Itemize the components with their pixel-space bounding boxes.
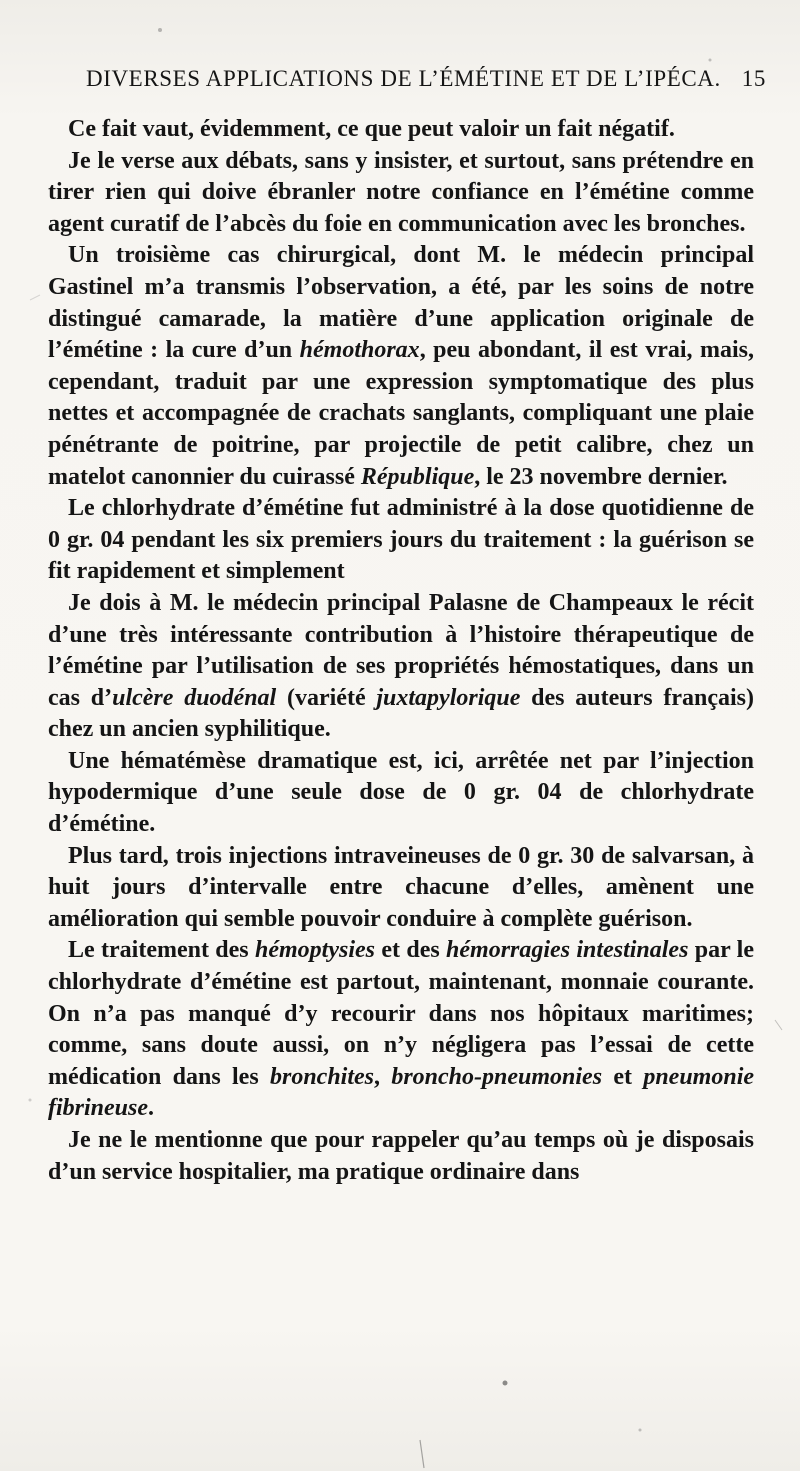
italic-term: hémothorax [299,337,420,364]
italic-term: hémorragies intestinales [446,937,689,964]
paragraph [48,935,754,1125]
paragraph [48,146,754,241]
paragraph-text: Une hématémèse dramatique est, ici, arrêtée net par l’injection hypodermique d’une seule dose de 0 gr. 04 de chlorhydrate d’émétine. [48,747,754,838]
paragraph-text: des auteurs français) chez un ancien syphilitique. [48,684,755,743]
paragraph [48,114,754,146]
paragraph [48,1125,754,1188]
paragraph-text: . [148,1095,155,1122]
italic-term: broncho-pneumonies [391,1063,603,1090]
paragraph [48,841,754,936]
paragraph-text: Le chlorhydrate d’émétine fut administré à la dose quotidienne de 0 gr. 04 pendant les six premiers jours du traitement : la guérison se fit rapidement et simplement [48,495,754,585]
italic-term: pneumonie fibrineuse [48,1063,755,1122]
italic-term: juxtapylorique [376,684,521,711]
paragraph-text: et [602,1063,644,1090]
paragraph-text: Je ne le mentionne que pour rappeler qu’au temps où je disposais d’un service hospitalier, ma pratique ordinaire dans [48,1127,754,1185]
italic-term: bronchites [269,1063,374,1090]
page-number: 15 [741,66,766,91]
paragraph-text: , [374,1063,392,1090]
paragraph-text: Le traitement des [68,937,255,964]
paragraph-text: Plus tard, trois injections intraveineuses de 0 gr. 30 de salvarsan, à huit jours d’intervalle entre chacune d’elles, amènent une amélioration qui semble pouvoir conduire à complète guérison. [48,842,754,932]
running-title: DIVERSES APPLICATIONS DE L’ÉMÉTINE ET DE L’IPÉCA. [86,66,721,91]
paragraph-text: Ce fait vaut, évidemment, ce que peut valoir un fait négatif. [68,116,675,142]
italic-term: hémoptysies [255,937,375,964]
paragraph [48,746,754,841]
paragraph [48,493,754,588]
paragraph-text: Je le verse aux débats, sans y insister, et surtout, sans prétendre en tirer rien qui doive ébranler notre confiance en l’émétine comme agent curatif de l’abcès du foie en communication avec les bronches. [48,147,754,237]
italic-term: République [360,463,475,490]
paragraph-text: , peu abondant, il est vrai, mais, cependant, traduit par une expression symptomatique des plus nettes et accompagnée de crachats sanglants, compliquant une plaie pénétrante de poitrine, par projectile de petit calibre, chez un matelot canonnier du cuirassé [48,337,755,490]
paragraph-text: et des [375,937,447,964]
page-body [48,114,754,1188]
running-header [86,66,776,106]
paragraph-text: par le chlorhydrate d’émétine est partout, maintenant, monnaie courante. On n’a pas manqué d’y recourir dans nos hôpitaux maritimes; comme, sans doute aussi, on n’y négligera pas l’essai de cette médication dans les [48,937,755,1090]
paragraph-text: Un troisième cas chirurgical, dont M. le médecin principal Gastinel m’a transmis l’observation, a été, par les soins de notre distingué camarade, la matière d’une application originale de l’émétine : la cure d’un [48,242,754,364]
paragraph-text: (variété [276,684,377,711]
paragraph-text: , le 23 novembre dernier. [474,463,728,490]
italic-term: ulcère duodénal [112,684,277,711]
paragraph [48,588,754,746]
paragraph-text: Je dois à M. le médecin principal Palasne de Champeaux le récit d’une très intéressante contribution à l’histoire thérapeutique de l’émétine par l’utilisation de ses propriétés hémostatiques, dans un cas d’ [48,589,754,711]
paragraph [48,240,754,493]
